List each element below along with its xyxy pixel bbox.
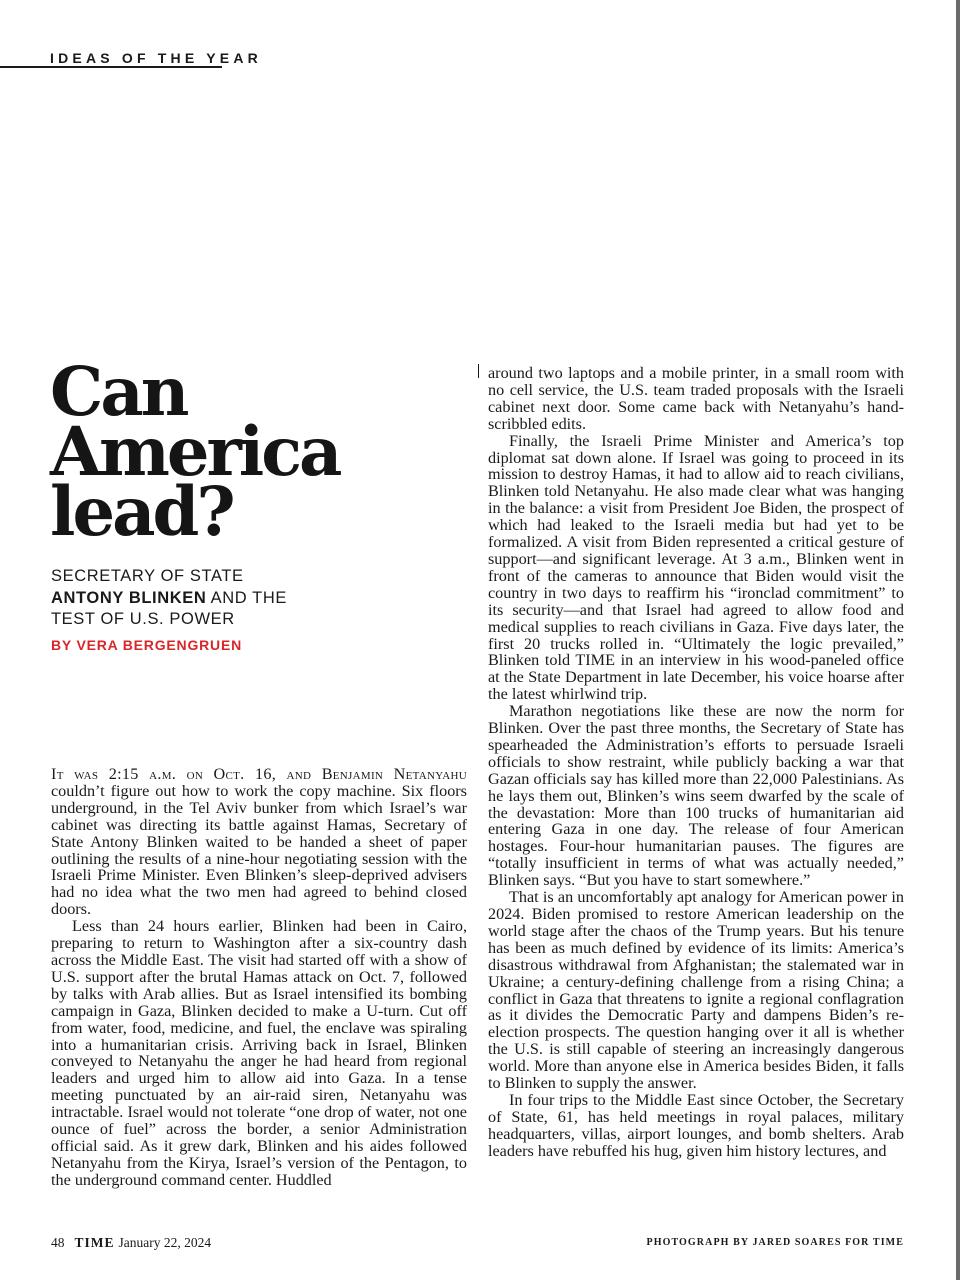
magazine-name: TIME: [74, 1235, 115, 1250]
issue-date: January 22, 2024: [118, 1235, 212, 1250]
dek-line-3: TEST OF U.S. POWER: [51, 610, 235, 628]
headline-line-1: Can: [50, 352, 187, 431]
article-paragraph-6: In four trips to the Middle East since October, the Secretary of State, 61, has held meetings in royal palaces, military headquarters, villas, airport lounges, and bomb shelters. Arab leaders have rebuffed his hug, given him history lectures, and: [488, 1090, 904, 1160]
article-paragraph-5: That is an uncomfortably apt analogy for American power in 2024. Biden promised to restore American leadership on the world stage after the chaos of the Trump years. But his tenure has been as much defined by evidence of its limits: America’s disastrous withdrawal from Afghanistan; the stalemated war in Ukraine; a century-defining challenge from a rising China; a conflict in Gaza that threatens to ignite a regional conflagration as it divides the Democratic Party and dampens Biden’s re-election prospects. The question hanging over it all is whether the U.S. is still capable of steering an increasingly dangerous world. More than anyone else in America besides Biden, it falls to Blinken to supply the answer.: [488, 888, 904, 1093]
article-paragraph-4: Marathon negotiations like these are now the norm for Blinken. Over the past three months, the Secretary of State has spearheaded the Administration’s efforts to persuade Israeli officials to show restraint, while publicly backing a war that Gazan officials say has killed more than 22,000 Palestinians. As he lays them out, Blinken’s wins seem dwarfed by the scale of the devastation: More than 100 trucks of humanitarian aid entering Gaza in one day. The release of four American hostages. Four-hour humanitarian pauses. The figures are “totally insufficient in terms of what was actually needed,” Blinken says. “But you have to start somewhere.”: [488, 702, 904, 890]
article-paragraph-2: Less than 24 hours earlier, Blinken had been in Cairo, preparing to return to Washington after a six-country dash across the Middle East. The visit had started off with a show of U.S. support after the brutal Hamas attack on Oct. 7, followed by talks with Arab allies. But as Israel intensified its bombing campaign in Gaza, Blinken decided to make a U-turn. Cut off from water, food, medicine, and fuel, the enclave was spiraling into a humanitarian crisis. Arriving back in Israel, Blinken conveyed to Netanyahu the anger he had heard from regional leaders and urged him to allow aid into Gaza. In a tense meeting punctuated by an air-raid siren, Netanyahu was intractable. Israel would not tolerate “one drop of water, not one ounce of fuel” across the border, a senior Administration official said. As it grew dark, Blinken and his aides followed Netanyahu from the Kirya, Israel’s version of the Pentagon, to the underground command center. Huddled: [51, 917, 467, 1189]
article-paragraph-3: Finally, the Israeli Prime Minister and America’s top diplomat sat down alone. If Israel was going to proceed in its mission to destroy Hamas, it had to allow aid to reach civilians, Blinken told Netanyahu. He also made clear what was hanging in the balance: a visit from President Joe Biden, the prospect of which had leaked to the Israeli media but had yet to be formalized. A visit from Biden represented a critical gesture of support—and significant leverage. At 3 a.m., Blinken went in front of the cameras to announce that Biden would visit the country in two days to reaffirm his “ironclad commitment” to its security—and that Israel had agreed to allow food and medical supplies to reach civilians in Gaza. Five days later, the first 20 trucks rolled in. “Ultimately the logic prevailed,” Blinken told TIME in an interview in his wood-paneled office at the State Department in late December, his voice hoarse after the latest whirlwind trip.: [488, 431, 904, 704]
page-edge-rule: [956, 0, 960, 1280]
headline-line-3: lead?: [50, 472, 233, 551]
column-rule: [478, 364, 479, 378]
byline: BY VERA BERGENGRUEN: [51, 637, 243, 653]
dek-line-1: SECRETARY OF STATE: [51, 567, 244, 585]
article-column-right: [488, 365, 904, 1160]
article-paragraph-1: [51, 766, 467, 918]
section-rule: [0, 66, 222, 68]
article-column-left: [51, 766, 467, 1189]
dek-line-2: [51, 588, 351, 610]
article-paragraph-2-continued: around two laptops and a mobile printer, in a small room with no cell service, the U.S. team traded proposals with the Israeli cabinet next door. Some came back with Netanyahu’s hand-scribbled edits.: [488, 364, 904, 433]
folio: [51, 1235, 211, 1251]
page-number: 48: [51, 1235, 65, 1250]
lead-in: It was 2:15 a.m. on Oct. 16, and Benjamin Netanyahu: [51, 765, 467, 783]
dek-after-name: AND THE: [206, 588, 287, 607]
headline-line-2: America: [50, 412, 340, 491]
dek: [51, 566, 351, 631]
headline: [50, 352, 470, 551]
section-label: IDEAS OF THE YEAR: [50, 50, 262, 66]
dek-subject-name: ANTONY BLINKEN: [51, 588, 207, 607]
paragraph-1-text: couldn’t figure out how to work the copy machine. Six floors underground, in the Tel Aviv bunker from which Israel’s war cabinet was directing its battle against Hamas, Secretary of State Antony Blinken waited to be handed a sheet of paper outlining the results of a nine-hour negotiating session with the Israeli Prime Minister. Even Blinken’s sleep-deprived advisers had no idea what the two men had agreed to behind closed doors.: [51, 781, 467, 919]
photo-credit: PHOTOGRAPH BY JARED SOARES FOR TIME: [646, 1237, 904, 1248]
